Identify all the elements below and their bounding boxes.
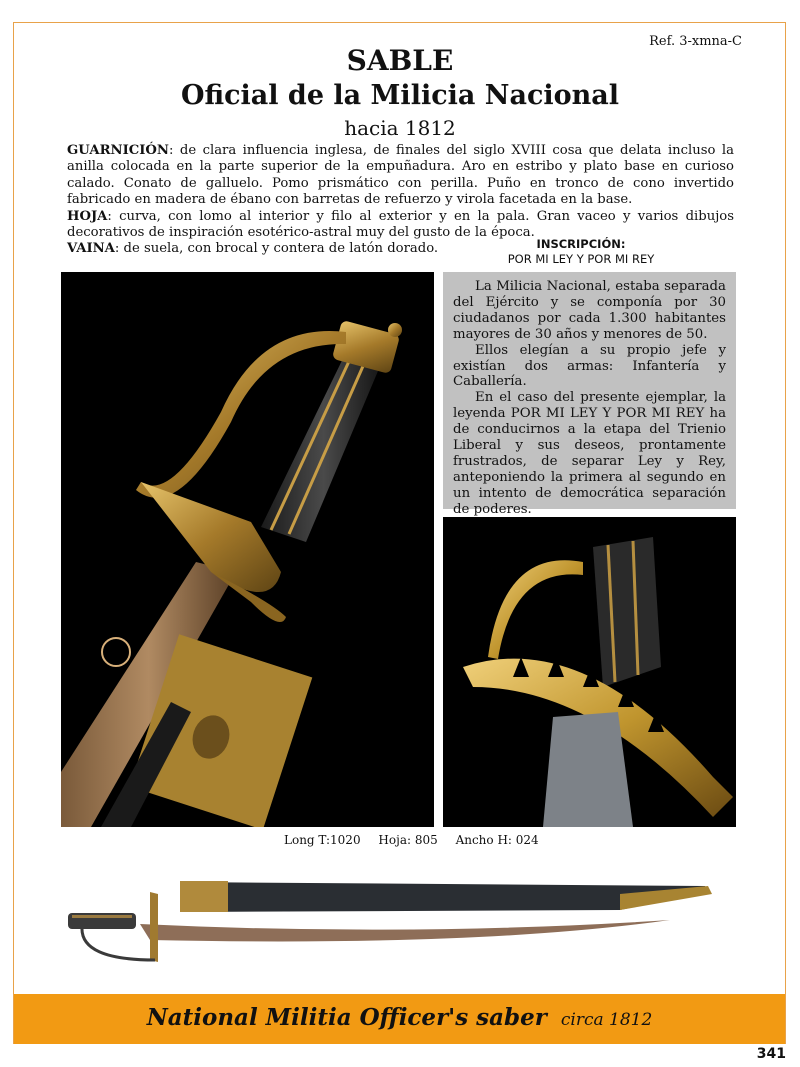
full-saber-photo [60, 872, 720, 972]
hilt-illustration [61, 272, 434, 827]
inscription-text: POR MI LEY Y POR MI REY [507, 252, 655, 266]
banner-date: circa 1812 [560, 1010, 653, 1030]
history-box [443, 272, 736, 517]
guard-illustration [443, 517, 736, 827]
banner-text [14, 1004, 785, 1031]
hoja-label: HOJA [67, 208, 108, 224]
banner-title: National Militia Officer's saber [146, 1004, 547, 1031]
page-number: 341 [756, 1046, 786, 1062]
guard-detail-photo [443, 517, 736, 827]
dimension-blade: Hoja: 805 [378, 833, 438, 847]
page-date: hacia 1812 [344, 116, 456, 140]
page-subtitle: Oficial de la Milicia Nacional [180, 80, 620, 111]
history-paragraph-1: La Milicia Nacional, estaba separada del Ejército y se componía por 30 ciudadanos por cada 1.300 habitantes mayores de 30 años y menores de 50. [453, 279, 726, 342]
vaina-text: : de suela, con brocal y contera de latón dorado. [114, 241, 439, 257]
dimension-length: Long T:1020 [284, 833, 361, 847]
inscription-block [470, 237, 692, 267]
hilt-photo-main [61, 272, 434, 827]
inscription-heading: INSCRIPCIÓN: [536, 237, 626, 251]
saber-illustration [60, 872, 720, 972]
bottom-banner [14, 994, 785, 1044]
history-paragraph-3: En el caso del presente ejemplar, la leyenda POR MI LEY Y POR MI REY ha de conducirnos a la etapa del Trienio Liberal y sus deseos, prontamente frustrados, de separar Ley y Rey, anteponiendo la primera al segundo en un intento de democrática separación de poderes. [453, 390, 726, 517]
dimension-width: Ancho H: 024 [455, 833, 539, 847]
reference-code: Ref. 3-xmna-C [649, 34, 742, 49]
page-title: SABLE [346, 44, 454, 77]
guarnicion-label: GUARNICIÓN [67, 143, 169, 158]
guarnicion-text: : de clara influencia inglesa, de finales del siglo XVIII cosa que delata incluso la anilla colocada en la parte superior de la empuñadura. Aro en estribo y plato base en curioso calado. Conato de galluelo. Pomo prismático con perilla. Puño en tronco de cono invertido fabricado en madera de ébano con barretas de refuerzo y virola facetada en la base. [67, 143, 734, 208]
history-paragraph-2: Ellos elegían a su propio jefe y existían dos armas: Infantería y Caballería. [453, 342, 726, 390]
dimensions-line [284, 833, 553, 847]
hoja-text: : curva, con lomo al interior y filo al exterior y en la pala. Gran vaceo y varios dibujos decorativos de inspiración esotérico-astral muy del gusto de la época. [67, 208, 734, 241]
vaina-label: VAINA [67, 241, 115, 257]
guarnicion-paragraph [67, 143, 734, 209]
